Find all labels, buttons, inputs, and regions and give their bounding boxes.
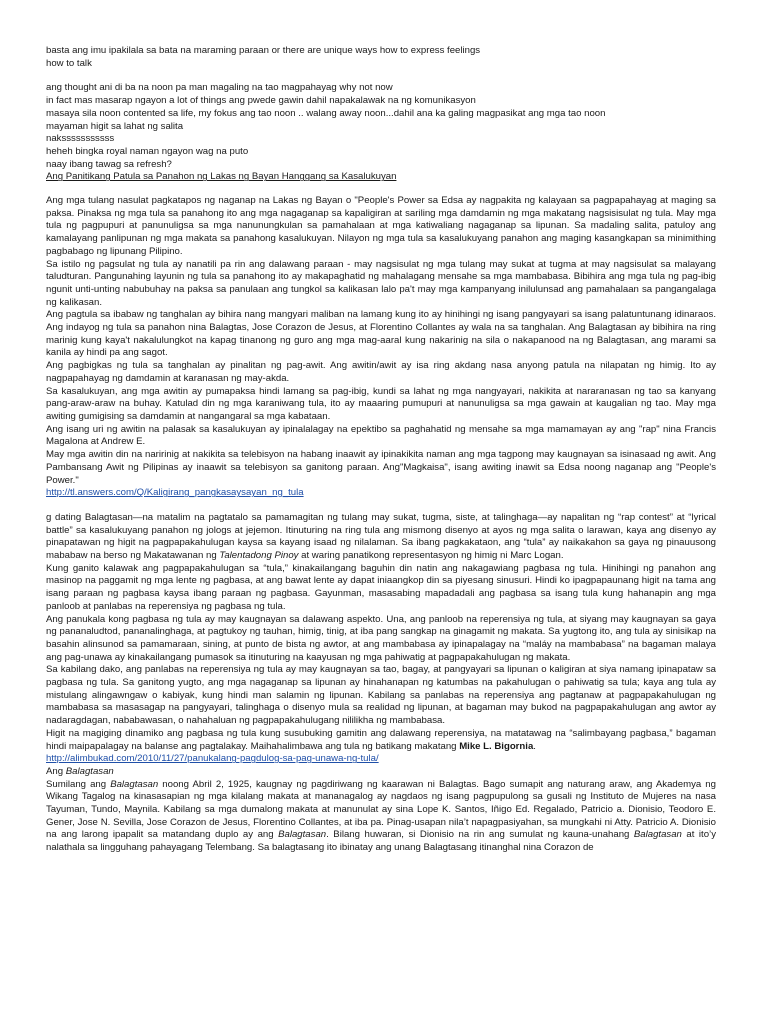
section-heading: Ang Balagtasan [46,765,114,777]
paragraph: Ang panukala kong pagbasa ng tula ay may kaugnayan sa dalawang aspekto. Una, ang panloob na reperensiya ng tula, at siyang may kaugnayan sa gaya ng pananaludtod, pananalinghaga, at pagtukoy ng tauhan, himig, tinig, at iba pang sangkap na ginagamit ng makata. Sa yugtong ito, ang tula ay sinisikap na basahin alinsunod sa pamamaraan, sining, at punto de bista ng awtor, at ang mambabasa ay ipinapalagay na “maláy na mambabasa” na bagaman malaya ang pag-unawa ay kinakailangang pumasok sa itinuturing na kaayusan ng mga pahiwatig at pagpapakahulugan ng makata. [46,613,716,663]
paragraph: Kung ganito kalawak ang pagpapakahulugan sa “tula,” kinakailangang baguhin din natin ang nakagawiang pagbasa ng tula. Hinihingi ng panahon ang masinop na paggamit ng mga lente ng pagbasa, at ang bawat lente ay dapat iniaangkop din sa piyesang sinusuri. Hindi ko ipagpapaunang higit na tama ang isang paraan ng pagbasa kaysa ibang paraan ng pagbasa. Gayunman, masasabing mapadadali ang pagbasa sa isang tula kung hahanapin ang mga panloob at panlabas na reperensiya ng pagbasa ng tula. [46,562,716,612]
paragraph: Ang isang uri ng awitin na palasak sa kasalukuyan ay ipinalalagay na epektibo sa paghahatid ng mensahe sa mga mamamayan ay ang "rap" nina Francis Magalona at Andrew E. [46,423,716,448]
paragraph: Sumilang ang Balagtasan noong Abril 2, 1925, kaugnay ng pagdiriwang ng kaarawan ni Balagtas. Bago sumapit ang naturang araw, ang Akademya ng Wikang Tagalog na kinasasapian ng mga kilalang makata at mananagalog ay nagdaos ng isang pagpupulong sa gusali ng Instituto de Mujeres na nasa Tayuman, Tundo, Maynila. Kabilang sa mga dumalong makata at manunulat ay sina Lope K. Santos, Iñigo Ed. Regalado, Patricio a. Dionisio, Teodoro E. Gener, Jose N. Sevilla, Jose Corazon de Jesus, Florentino Collantes, at iba pa. Pinag-usapan nila’t napagpasiyahan, sa mungkahi ni Atty. Patricio A. Dionisio na ang larong ipapalit sa matandang duplo ay ang Balagtasan. Bilang huwaran, si Dionisio na rin ang sumulat ng kauna-unahang Balagtasan at ito’y nalathala sa lingguhang pahayagang Telembang. Sa balagtasang ito ibinatay ang unang Balagtasang itinanghal nina Corazon de [46,778,716,854]
paragraph: May mga awitin din na naririnig at nakikita sa telebisyon na habang inaawit ay ipinakikita naman ang mga tagpong may kaugnayan sa isinasaad ng awit. Ang Pambansang Awit ng Pilipinas ay inaawit sa telebisyon sa ganitong paraan. Ang"Magkaisa", isang awiting inawit sa Edsa noong naganap ang "People's Power." [46,449,716,486]
paragraph: Sa kasalukuyan, ang mga awitin ay pumapaksa hindi lamang sa pag-ibig, kundi sa lahat ng mga nangyayari, nakikita at nararanasan ng tao sa kanyang pang-araw-araw na buhay. Katulad din ng mga karaniwang tula, ito ay maaaring pumupuri at nanunuligsa sa mga gawain at kaugalian ng tao. May mga awiting gumigising sa damdamin at nangangaral sa mga kabataan. [46,385,716,422]
author-name: Mike L. Bigornia [459,740,534,752]
paragraph: Ang pagbigkas ng tula sa tanghalan ay pinalitan ng pag-awit. Ang awitin/awit ay isa ring akdang nasa anyong patula na nilapatan ng himig. Ito ay nagpapahayag ng damdamin at karanasan ng may-akda. [46,360,716,384]
chat-line: ang thought ani di ba na noon pa man magaling na tao magpahayag why not now [46,82,393,94]
chat-line: naksssssssssss [46,133,115,145]
paragraph: Ang pagtula sa ibabaw ng tanghalan ay bihira nang mangyari maliban na lamang kung ito ay hinihingi ng isang pangyayari sa isang palatuntunang idinaraos. Ang indayog ng tula sa panahon nina Balagtas, Jose Corazon de Jesus, at Florentino Collantes ay wala na sa tanghalan. Ang Balagtasan ay bibihira na ring marinig kung kaya't nakalulungkot na kapag tinanong ng guro ang mga mag-aaral kung nakarinig na sila o nakapanood na ng Balagtasan, ang marami sa kanila ay hindi pa ang sagot. [46,309,716,359]
chat-line: in fact mas masarap ngayon a lot of things ang pwede gawin dahil napakalawak na ng komunikasyon [46,95,476,107]
chat-line: mayaman higit sa lahat ng salita [46,120,184,132]
paragraph: Higit na magiging dinamiko ang pagbasa ng tula kung susubuking gamitin ang dalawang reperensiya, na matatawag na “salimbayang pagbasa,” bagaman hindi maipapalagay na balanse ang pagtalakay. Maihahalimbawa ang tula ng batikang makatang Mike L. Bigornia. [46,727,716,752]
chat-line: heheh bingka royal naman ngayon wag na puto [46,145,249,157]
source-link[interactable]: http://tl.answers.com/Q/Kaligirang_pangkasaysayan_ng_tula [46,487,304,499]
chat-line: how to talk [46,57,92,69]
chat-line: naay ibang tawag sa refresh? [46,158,172,170]
paragraph: Sa kabilang dako, ang panlabas na reperensiya ng tula ay may kaugnayan sa tao, bagay, at pangyayari sa lipunan o kaligiran at siya namang ipinapataw sa pagbasa ng tula. Sa ganitong yugto, ang mga nagaganap sa lipunan ay hinahanapan ng katumbas na pakahulugan o pahiwatig sa tula; kaya ang tula ay mistulang alingawngaw o kabiyak, kung hindi man salamin ng lipunan. Kabilang sa panlabas na reperensiya ang pagtanaw at pagpapakahulugan ng mambabasa sa masasagap na pangyayari, talinghaga o disenyo mula sa realidad ng lipunan, at bagaman may bukod na pagpapakahulugan ang awtor ay nadaragdagan, nababawasan, o nahahaluan ng pagpapakahulugang nililikha ng mambabasa. [46,664,716,727]
source-link[interactable]: http://alimbukad.com/2010/11/27/panukalang-pagdulog-sa-pag-unawa-ng-tula/ [46,753,379,765]
paragraph: g dating Balagtasan—na matalim na pagtatalo sa pamamagitan ng tulang may sukat, tugma, siste, at talinghaga—ay napalitan ng “rap contest” at “lyrical battle” sa kasalukuyang panahon ng jologs at jejemon. Itinuturing na ring tula ang mismong disenyo at ayos ng mga salita o larawan, kaya ang disenyo ay pinapatawan ng higit na pagpapakahulugan kaysa sa kayang isaad ng nilalaman. Sa ibang pagkakataon, ang “tula” ay naikakahon sa gaya ng pinauusong mababaw na berso ng Makatawanan ng Talentadong Pinoy at waring panatikong representasyon ng himig ni Marc Logan. [46,511,716,562]
chat-line: basta ang imu ipakilala sa bata na maraming paraan or there are unique ways how to express feelings [46,45,481,56]
paragraph: Sa istilo ng pagsulat ng tula ay nanatili pa rin ang dalawang paraan - may nagsisulat ng mga tulang may sukat at tugma at may nagsisulat sa malayang taludturan. Pangunahing layunin ng tula sa panahong ito ay makapaghatid ng mahalagang mensahe sa mga mambabasa. Bibihira ang mga tula ng pag-ibig ngunit unti-unting nabubuhay na paksa sa panulaan ang tungkol sa kalikasan lalo pa't may mga kampanyang inilulunsad ang pamahalaan sa pangangalaga ng kalikasan. [46,258,716,308]
chat-line: masaya sila noon contented sa life, my fokus ang tao noon .. walang away noon...dahil ana ka galing magpasikat ang mga tao noon [46,107,606,119]
paragraph: Ang mga tulang nasulat pagkatapos ng naganap na Lakas ng Bayan o "People's Power sa Edsa ay nagpakita ng kalayaan sa pagpapahayag at maging sa paksa. Pinaksa ng mga tula sa panahong ito ang mga nagaganap sa kapaligiran at sariling mga damdamin ng mga makatang nagsisisulat ng tula. May mga tula ng pagpupuri at panunuligsa sa mga nanunungkulan sa pamahalaan at mga katiwaliang nagaganap sa lipunan. Sa madaling salita, patuloy ang kamalayang panlipunan ng mga makata sa panahong kasalukuyan. Nilayon ng mga tula sa kasalukuyang panahon ang maging kasangkapan sa minimithing pagbabago ng lipunang Pilipino. [46,195,716,257]
section-heading: Ang Panitikang Patula sa Panahon ng Lakas ng Bayan Hanggang sa Kasalukuyan [46,171,397,183]
